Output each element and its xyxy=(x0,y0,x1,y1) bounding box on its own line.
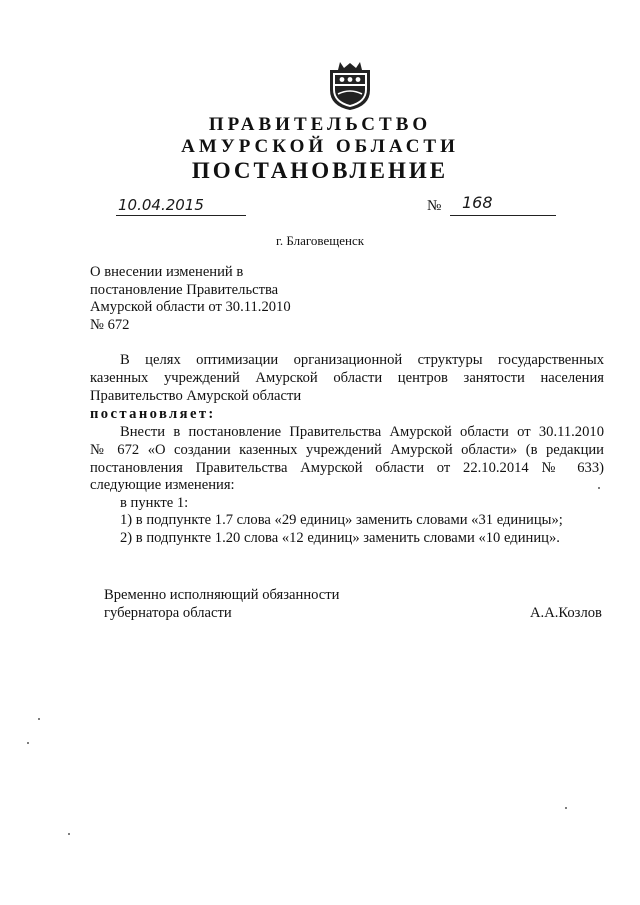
scan-speck xyxy=(565,807,567,809)
number-prefix: № xyxy=(427,198,442,214)
subject-line: № 672 xyxy=(90,316,130,333)
body-line: В целях оптимизации организационной структуры государственных xyxy=(120,352,604,368)
number-handwritten: 168 xyxy=(462,193,493,212)
item-header: в пункте 1: xyxy=(120,495,189,511)
subject-line: О внесении изменений в xyxy=(90,264,244,280)
government-title-line2: АМУРСКОЙ ОБЛАСТИ xyxy=(181,136,459,157)
body-line: следующие изменения: xyxy=(90,477,235,493)
scan-speck xyxy=(68,833,70,835)
body-line: № 672 «О создании казенных учреждений Амурской области» (в редакции xyxy=(90,442,604,458)
date-handwritten: 10.04.2015 xyxy=(118,196,204,214)
body-line: казенных учреждений Амурской области центров занятости населения xyxy=(90,370,604,386)
scan-speck xyxy=(38,718,40,720)
coat-of-arms-emblem xyxy=(326,60,374,112)
city-line: г. Благовещенск xyxy=(275,233,365,248)
amendment-item: 1) в подпункте 1.7 слова «29 единиц» заменить словами «31 единицы»; xyxy=(120,512,563,528)
document-type-title: ПОСТАНОВЛЕНИЕ xyxy=(191,158,449,183)
government-title-line1: ПРАВИТЕЛЬСТВО xyxy=(208,114,432,135)
body-line: постановления Правительства Амурской области от 22.10.2014 № 633) xyxy=(90,460,604,476)
body-line: Правительство Амурской области xyxy=(90,388,302,404)
body-line: Внести в постановление Правительства Амурской области от 30.11.2010 xyxy=(120,424,604,440)
scan-speck xyxy=(598,487,600,489)
subject-line: постановление Правительства xyxy=(90,281,279,298)
signatory-title xyxy=(104,587,339,622)
amendment-item: 2) в подпункте 1.20 слова «12 единиц» заменить словами «10 единиц». xyxy=(120,530,560,546)
subject-block xyxy=(90,264,291,334)
signatory-name: А.А.Козлов xyxy=(530,605,602,621)
signatory-title-line: губернатора области xyxy=(104,604,232,621)
signatory-title-line: Временно исполняющий обязанности xyxy=(104,587,340,603)
resolves-word: постановляет: xyxy=(90,406,216,422)
scan-speck xyxy=(27,742,29,744)
date-underline xyxy=(116,215,246,216)
number-underline xyxy=(450,215,556,216)
subject-line: Амурской области от 30.11.2010 xyxy=(90,299,291,316)
